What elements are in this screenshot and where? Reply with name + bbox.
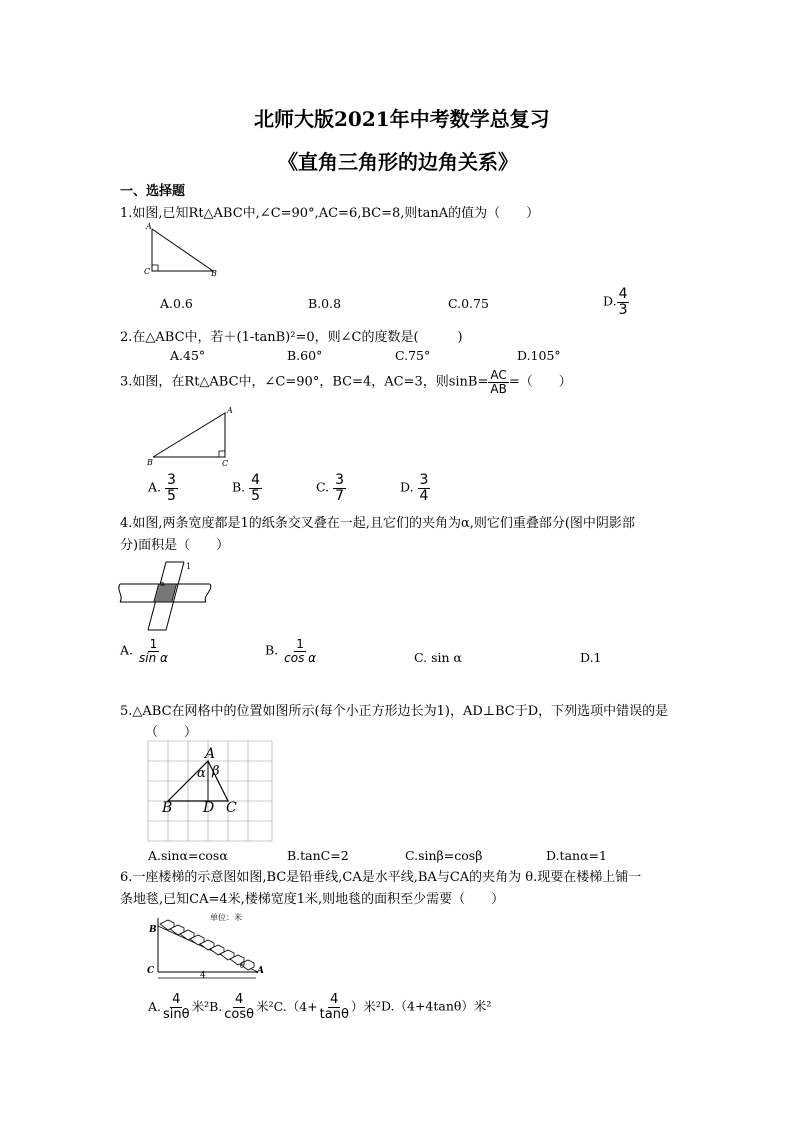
q6-label-a: A — [257, 966, 264, 976]
q6-text-line1: 6.一座楼梯的示意图如图,BC是铅垂线,CA是水平线,BA与CA的夹角为 θ.现要在楼梯上铺一 — [120, 870, 642, 885]
q3-label-b: B — [147, 458, 153, 467]
q6-option-a: A. $\frac{4}{\sin\theta}$ 米² — [148, 992, 210, 1022]
q6-option-d: D.（4+4tanθ）米² — [380, 998, 492, 1014]
q6-option-c: C.（4+ $\frac{4}{\tan\theta}$ ）米² — [273, 992, 381, 1022]
q3-figure — [145, 405, 240, 465]
q5-option-a: A.sinα=cosα — [148, 848, 228, 863]
q6-option-b: B. $\frac{4}{\cos\theta}$ 米² — [209, 992, 274, 1022]
q4-text-line1: 4.如图,两条宽度都是1的纸条交叉叠在一起,且它们的夹角为α,则它们重叠部分(图中阴影部 — [120, 516, 635, 531]
q2-option-c: C.75° — [395, 348, 431, 363]
q3-option-b: B. $\frac{4}{5}$ — [232, 472, 261, 504]
q2-option-d: D.105° — [517, 348, 561, 363]
q4-option-a: A. $\frac{1}{\text{sin α}}$ — [120, 637, 168, 665]
q2-text: 2.在△ABC中，若＋(1-tanB)²=0，则∠C的度数是( ) — [120, 330, 463, 345]
q4-figure-label-alpha: α — [160, 580, 165, 588]
q1-option-b: B.0.8 — [308, 296, 342, 311]
q4-option-b: B. $\frac{1}{\text{cos α}}$ — [265, 637, 317, 665]
q2-option-b: B.60° — [287, 348, 323, 363]
q1-option-c: C.0.75 — [448, 296, 489, 311]
q2-option-a: A.45° — [170, 348, 206, 363]
q4-option-d: D.1 — [580, 650, 602, 665]
section-heading: 一、选择题 — [120, 184, 186, 199]
q3-text: 3.如图，在Rt△ABC中，∠C=90°，BC=4，AC=3，则sinB= $\frac{AC}{AB}$ =（ ） — [120, 368, 572, 396]
q6-label-b: B — [149, 925, 157, 935]
q3-option-d: D. $\frac{3}{4}$ — [400, 472, 429, 504]
q3-label-a: A — [227, 406, 233, 415]
q5-label-c: C — [226, 800, 237, 816]
q5-option-c: C.sinβ=cosβ — [405, 848, 483, 863]
q3-option-a: A. $\frac{3}{5}$ — [148, 472, 176, 504]
q6-label-c: C — [147, 966, 155, 976]
q6-text-line2: 条地毯,已知CA=4米,楼梯宽度1米,则地毯的面积至少需要（ ） — [120, 892, 505, 907]
q5-label-d: D — [203, 800, 215, 816]
q6-unit-label: 单位：米 — [210, 913, 242, 922]
q5-option-d: D.tanα=1 — [546, 848, 607, 863]
q3-label-c: C — [222, 459, 229, 468]
q4-text-line2: 分)面积是（ ） — [120, 538, 230, 553]
q5-text-line1: 5.△ABC在网格中的位置如图所示(每个小正方形边长为1)，AD⊥BC于D，下列选项中错误的是 — [120, 704, 669, 719]
q1-text: 1.如图,已知Rt△ABC中,∠C=90°,AC=6,BC=8,则tanA的值为（ ） — [120, 206, 540, 221]
q1-option-a: A.0.6 — [160, 296, 193, 311]
q4-option-c: C. sin α — [414, 650, 462, 665]
q4-figure — [118, 560, 213, 635]
q5-label-b: B — [162, 800, 173, 816]
q1-label-a: A — [146, 222, 152, 231]
q5-label-a: A — [205, 746, 216, 762]
q1-label-c: C — [144, 267, 151, 276]
q5-label-beta: β — [212, 764, 220, 779]
q4-figure-label-one: 1 — [186, 562, 192, 571]
q5-label-alpha: α — [197, 766, 206, 781]
q6-label-four: 4 — [200, 971, 206, 981]
document-subtitle: 《直角三角形的边角关系》 — [278, 150, 518, 174]
q5-option-b: B.tanC=2 — [287, 848, 349, 863]
q1-label-b: B — [211, 269, 217, 278]
q1-option-d: D. $\frac{4}{3}$ — [603, 286, 628, 318]
q6-stairs-figure — [146, 912, 266, 984]
document-title: 北师大版2021年中考数学总复习 — [254, 107, 550, 131]
q3-option-c: C. $\frac{3}{7}$ — [316, 472, 344, 504]
q6-label-theta: θ — [240, 961, 245, 970]
q6-options — [148, 993, 491, 1021]
q5-text-line2: （ ） — [145, 725, 198, 740]
